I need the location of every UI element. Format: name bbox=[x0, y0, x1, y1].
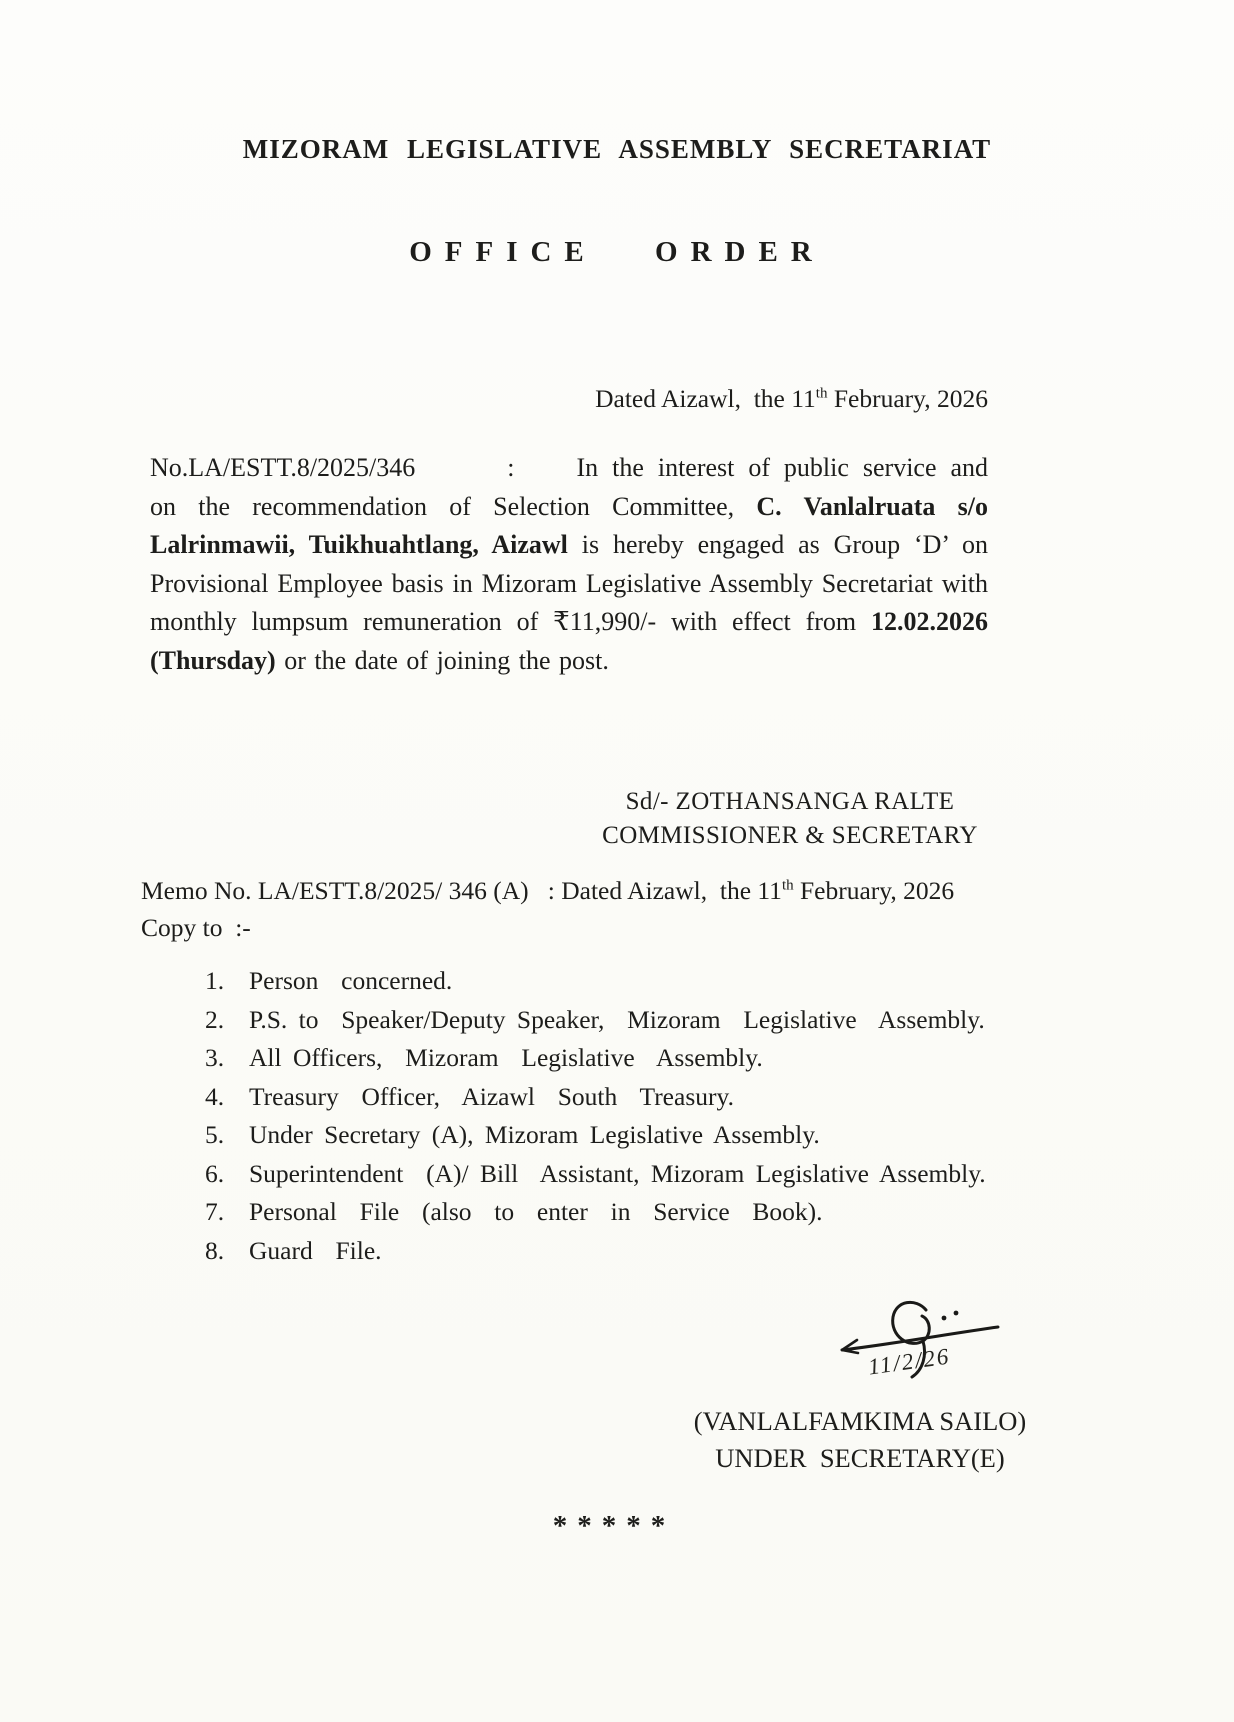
date-line-prefix: Dated Aizawl, the 11 bbox=[595, 384, 816, 413]
date-line bbox=[595, 384, 988, 414]
sd-signatory-block bbox=[590, 785, 990, 853]
signature-date-note: 11/2/26 bbox=[866, 1343, 952, 1380]
item-text: P.S. to Speaker/Deputy Speaker, Mizoram Legislative Assembly. bbox=[249, 1004, 985, 1034]
body-text-3: or the date of joining the post. bbox=[275, 645, 609, 675]
copy-list-item bbox=[205, 962, 1085, 1001]
order-paragraph bbox=[150, 449, 988, 681]
sd-designation: COMMISSIONER & SECRETARY bbox=[602, 822, 978, 849]
memo-line bbox=[141, 876, 1001, 906]
body-text-2: is hereby engaged as Group ‘D’ on Provisional Employee basis in Mizoram Legislative Assembly Secretariat with monthly lumpsum remuneration of ₹11,990/- with effect from bbox=[150, 530, 988, 637]
memo-date-ordinal-suffix: th bbox=[781, 877, 794, 894]
item-number: 5. bbox=[205, 1120, 225, 1149]
signatory-name: (VANLALFAMKIMA SAILO) bbox=[693, 1406, 1027, 1436]
sd-line: Sd/- ZOTHANSANGA RALTE bbox=[625, 788, 955, 815]
copy-list-item bbox=[205, 1155, 1085, 1194]
item-number: 8. bbox=[205, 1235, 225, 1265]
item-text: Personal File (also to enter in Service Book). bbox=[249, 1197, 823, 1226]
header-title: MIZORAM LEGISLATIVE ASSEMBLY SECRETARIAT bbox=[242, 134, 992, 164]
item-text: All Officers, Mizoram Legislative Assembly. bbox=[249, 1043, 763, 1072]
copy-list-item bbox=[205, 1232, 1085, 1271]
body-text-1: In the interest of public service and on the recommendation of Selection Committee, bbox=[150, 453, 988, 521]
order-title: OFFICE ORDER bbox=[409, 236, 825, 268]
item-number: 1. bbox=[205, 966, 225, 995]
copy-list bbox=[205, 962, 1085, 1270]
copy-list-item bbox=[205, 1001, 1085, 1040]
signatory-designation: UNDER SECRETARY(E) bbox=[715, 1442, 1005, 1473]
memo-prefix: Memo No. LA/ESTT.8/2025/ 346 (A) : Dated Aizawl, the 11 bbox=[141, 876, 782, 905]
item-number: 3. bbox=[205, 1043, 225, 1072]
signatory-block bbox=[660, 1403, 1060, 1476]
date-line-suffix: February, 2026 bbox=[827, 384, 988, 413]
copy-list-item bbox=[205, 1193, 1085, 1232]
date-ordinal-suffix: th bbox=[815, 385, 828, 402]
footer-stars: ***** bbox=[552, 1510, 676, 1542]
colon-separator: : bbox=[507, 453, 515, 482]
item-text: Superintendent (A)/ Bill Assistant, Mizoram Legislative Assembly. bbox=[249, 1158, 986, 1188]
item-number: 4. bbox=[205, 1081, 225, 1111]
item-text: Guard File. bbox=[249, 1235, 382, 1265]
copy-to-label: Copy to :- bbox=[141, 913, 251, 942]
item-number: 7. bbox=[205, 1197, 225, 1226]
reference-number: No.LA/ESTT.8/2025/346 bbox=[150, 453, 416, 482]
copy-list-item bbox=[205, 1078, 1085, 1117]
item-number: 6. bbox=[205, 1158, 225, 1188]
item-text: Treasury Officer, Aizawl South Treasury. bbox=[249, 1081, 734, 1111]
item-text: Under Secretary (A), Mizoram Legislative Assembly. bbox=[249, 1120, 820, 1149]
applicant-name-bold: C. Vanlalruata s/o Lalrinmawii, Tuikhuahtlang, Aizawl bbox=[150, 491, 988, 560]
copy-list-item bbox=[205, 1116, 1085, 1155]
memo-suffix: February, 2026 bbox=[793, 876, 955, 905]
copy-list-item bbox=[205, 1039, 1085, 1078]
item-number: 2. bbox=[205, 1004, 225, 1034]
effective-date-bold: 12.02.2026 (Thursday) bbox=[150, 607, 988, 675]
item-text: Person concerned. bbox=[249, 966, 453, 995]
